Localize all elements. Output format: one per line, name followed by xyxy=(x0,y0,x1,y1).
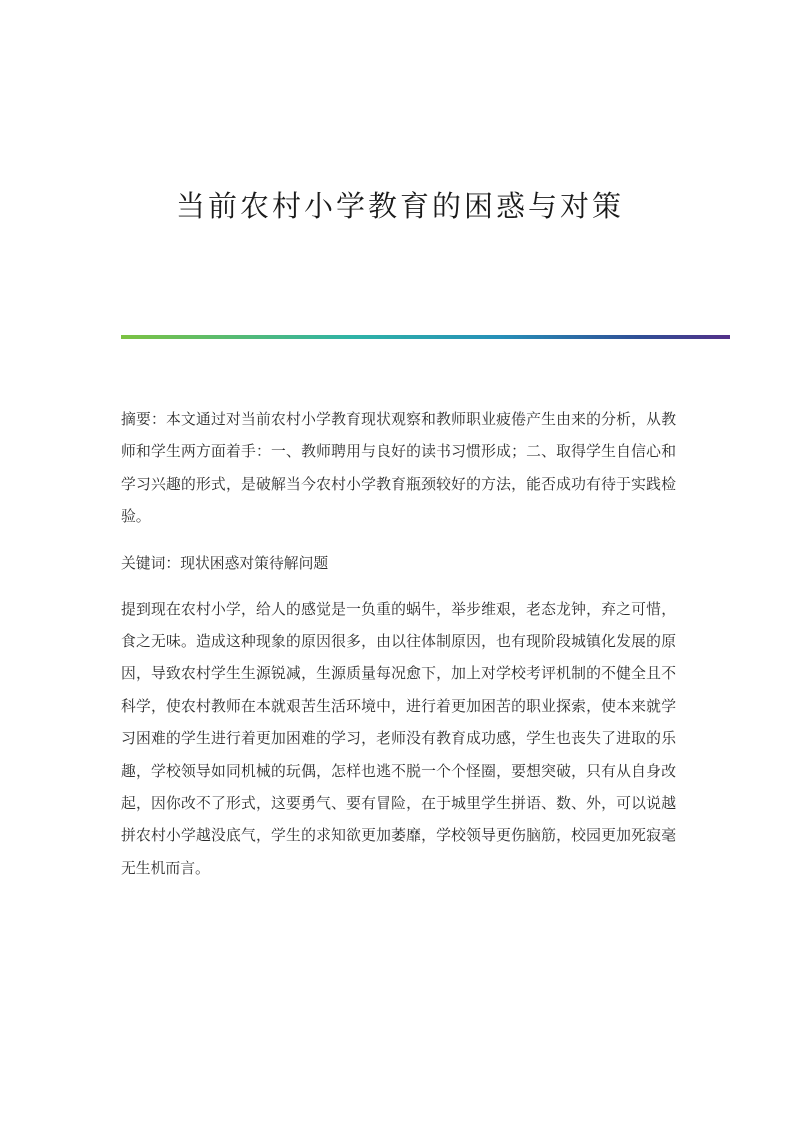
document-title: 当前农村小学教育的困惑与对策 xyxy=(175,189,624,223)
title-divider xyxy=(121,335,730,339)
abstract-paragraph: 摘要：本文通过对当前农村小学教育现状观察和教师职业疲倦产生由来的分析，从教师和学生两方面着手：一、教师聘用与良好的读书习惯形成；二、取得学生自信心和学习兴趣的形式，是破解当今农村小学教育瓶颈较好的方法，能否成功有待于实践检验。 xyxy=(121,411,676,526)
body-paragraph: 提到现在农村小学，给人的感觉是一负重的蜗牛，举步维艰，老态龙钟，弃之可惜，食之无味。造成这种现象的原因很多，由以往体制原因，也有现阶段城镇化发展的原因，导致农村学生生源锐减，生源质量每况愈下，加上对学校考评机制的不健全且不科学，使农村教师在本就艰苦生活环境中，进行着更加困苦的职业探索，使本来就学习困难的学生进行着更加困难的学习，老师没有教育成功感，学生也丧失了进取的乐趣，学校领导如同机械的玩偶，怎样也逃不脱一个个怪圈，要想突破，只有从自身改起，因你改不了形式，这要勇气、要有冒险，在于城里学生拼语、数、外，可以说越拼农村小学越没底气，学生的求知欲更加萎靡，学校领导更伤脑筋，校园更加死寂毫无生机而言。 xyxy=(121,600,676,877)
document-body xyxy=(121,404,676,899)
keywords-line: 关键词：现状困惑对策待解问题 xyxy=(121,554,329,572)
